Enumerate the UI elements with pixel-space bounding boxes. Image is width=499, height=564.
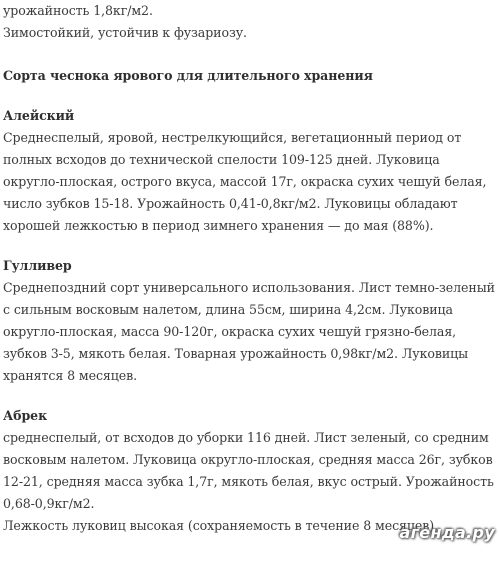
- variety-description-line: округло-плоская, острого вкуса, массой 17г, окраска сухих чешуй белая,: [3, 174, 487, 189]
- variety-description-line: среднеспелый, от всходов до уборки 116 дней. Лист зеленый, со средним: [3, 430, 489, 445]
- variety-description-line: округло-плоская, масса 90-120г, окраска сухих чешуй грязно-белая,: [3, 324, 457, 339]
- variety-description-line: Лежкость луковиц высокая (сохраняемость в течение 8 месяцев).: [3, 518, 438, 533]
- variety-description-line: 0,68-0,9кг/м2.: [3, 496, 95, 511]
- variety-description-line: 12-21, средняя масса зубка 1,7г, мякоть белая, вкус острый. Урожайность: [3, 474, 494, 489]
- site-watermark: агенда.ру: [399, 523, 495, 542]
- variety-description-line: Среднепоздний сорт универсального использования. Лист темно-зеленый: [3, 280, 495, 295]
- variety-description-line: с сильным восковым налетом, длина 55см, ширина 4,2см. Луковица: [3, 302, 453, 317]
- intro-line: урожайность 1,8кг/м2.: [3, 3, 153, 18]
- variety-name: Алейский: [3, 108, 75, 123]
- variety-name: Абрек: [3, 408, 48, 423]
- variety-description-line: число зубков 15-18. Урожайность 0,41-0,8кг/м2. Луковицы обладают: [3, 196, 458, 211]
- variety-description-line: восковым налетом. Луковица округло-плоская, средняя масса 26г, зубков: [3, 452, 493, 467]
- article-text: [3, 0, 497, 537]
- variety-description-line: хорошей лежкостью в период зимнего хранения — до мая (88%).: [3, 218, 434, 233]
- section-title: Сорта чеснока ярового для длительного хранения: [3, 68, 373, 83]
- variety-description-line: зубков 3-5, мякоть белая. Товарная урожайность 0,98кг/м2. Луковицы: [3, 346, 469, 361]
- variety-description-line: хранятся 8 месяцев.: [3, 368, 137, 383]
- intro-line: Зимостойкий, устойчив к фузариозу.: [3, 25, 247, 40]
- variety-description-line: Среднеспелый, яровой, нестрелкующийся, вегетационный период от: [3, 130, 462, 145]
- variety-description-line: полных всходов до технической спелости 109-125 дней. Луковица: [3, 152, 440, 167]
- variety-name: Гулливер: [3, 258, 72, 273]
